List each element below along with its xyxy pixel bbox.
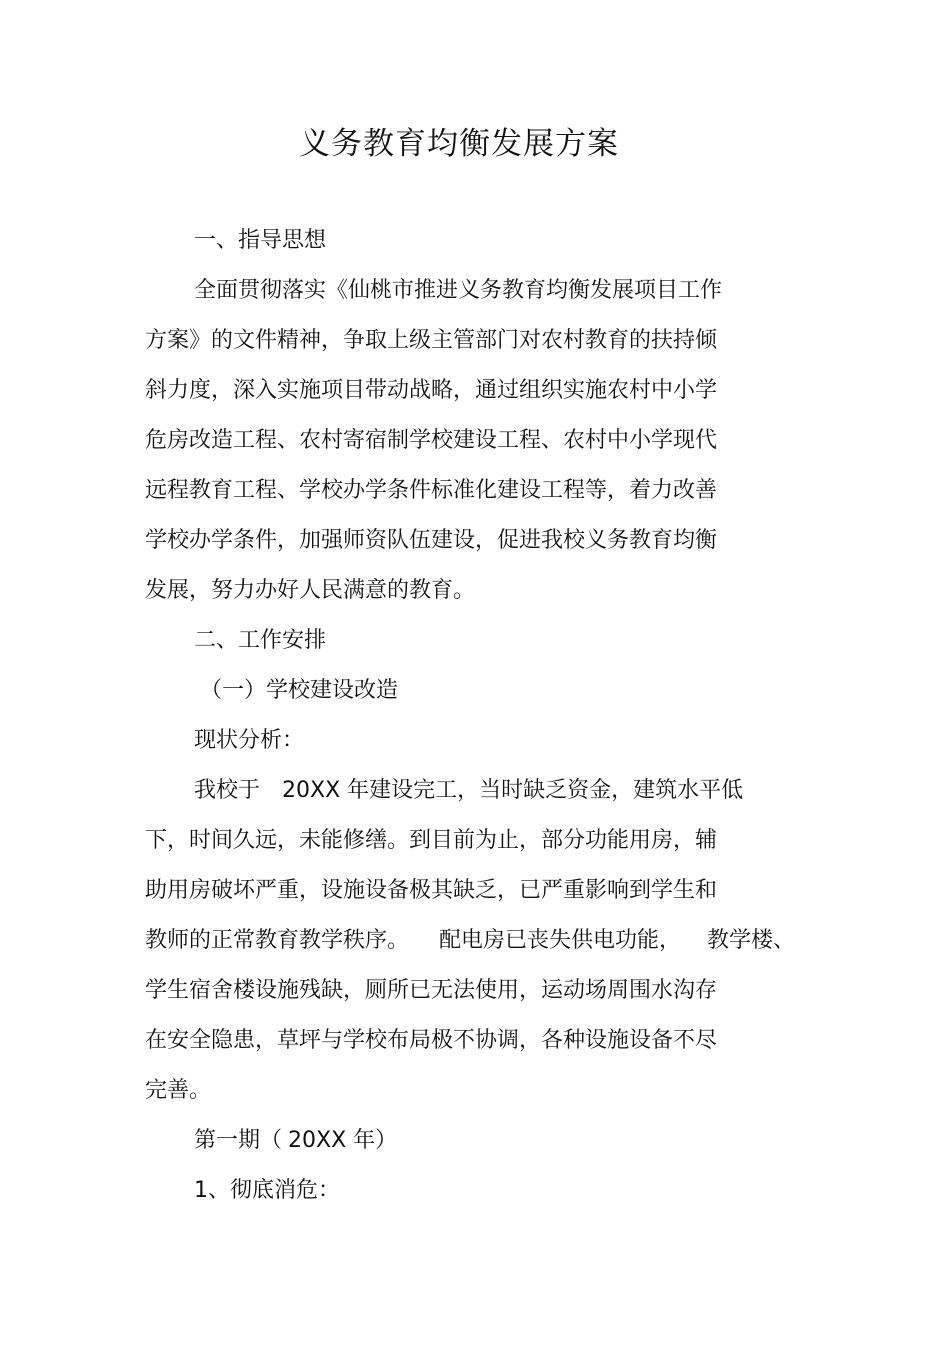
paragraph-line: 方案》的文件精神，争取上级主管部门对农村教育的扶持倾 [145, 328, 718, 353]
phase-heading [194, 1126, 397, 1156]
text-segment: 第一期（ [194, 1128, 283, 1153]
paragraph-line [145, 926, 795, 956]
section-heading-work-arrangement: 二、工作安排 [194, 628, 327, 653]
paragraph-line: 全面贯彻落实《仙桃市推进义务教育均衡发展项目工作 [194, 278, 723, 303]
status-analysis-label: 现状分析： [194, 728, 305, 753]
paragraph-line: 学生宿舍楼设施残缺，厕所已无法使用，运动场周围水沟存 [145, 978, 718, 1003]
paragraph-line: 在安全隐患，草坪与学校布局极不协调，各种设施设备不尽 [145, 1028, 718, 1053]
text-segment: 教师的正常教育教学秩序。 [145, 928, 410, 953]
text-segment: 20XX 年） [288, 1128, 398, 1153]
item-heading: 1、彻底消危： [194, 1178, 340, 1203]
text-segment: 20XX 年建设完工，当时缺乏资金，建筑水平低 [282, 778, 744, 803]
document-title: 义务教育均衡发展方案 [299, 126, 619, 162]
subsection-heading-school-construction: （一）学校建设改造 [200, 678, 399, 703]
paragraph-line: 远程教育工程、学校办学条件标准化建设工程等，着力改善 [145, 478, 718, 503]
paragraph-line: 危房改造工程、农村寄宿制学校建设工程、农村中小学现代 [145, 428, 718, 453]
text-segment: 我校于 [194, 778, 261, 803]
text-segment: 教学楼、 [707, 928, 796, 953]
section-heading-guiding-ideology: 一、指导思想 [194, 228, 327, 253]
paragraph-line: 发展，努力办好人民满意的教育。 [145, 578, 476, 603]
text-segment: 配电房已丧失供电功能， [439, 928, 682, 953]
paragraph-line: 下，时间久远，未能修缮。到目前为止，部分功能用房，辅 [145, 828, 718, 853]
paragraph-line: 助用房破坏严重，设施设备极其缺乏，已严重影响到学生和 [145, 878, 718, 903]
paragraph-line: 斜力度，深入实施项目带动战略，通过组织实施农村中小学 [145, 378, 718, 403]
paragraph-line: 学校办学条件，加强师资队伍建设，促进我校义务教育均衡 [145, 528, 718, 553]
paragraph-line [194, 776, 743, 806]
paragraph-line: 完善。 [145, 1078, 212, 1103]
